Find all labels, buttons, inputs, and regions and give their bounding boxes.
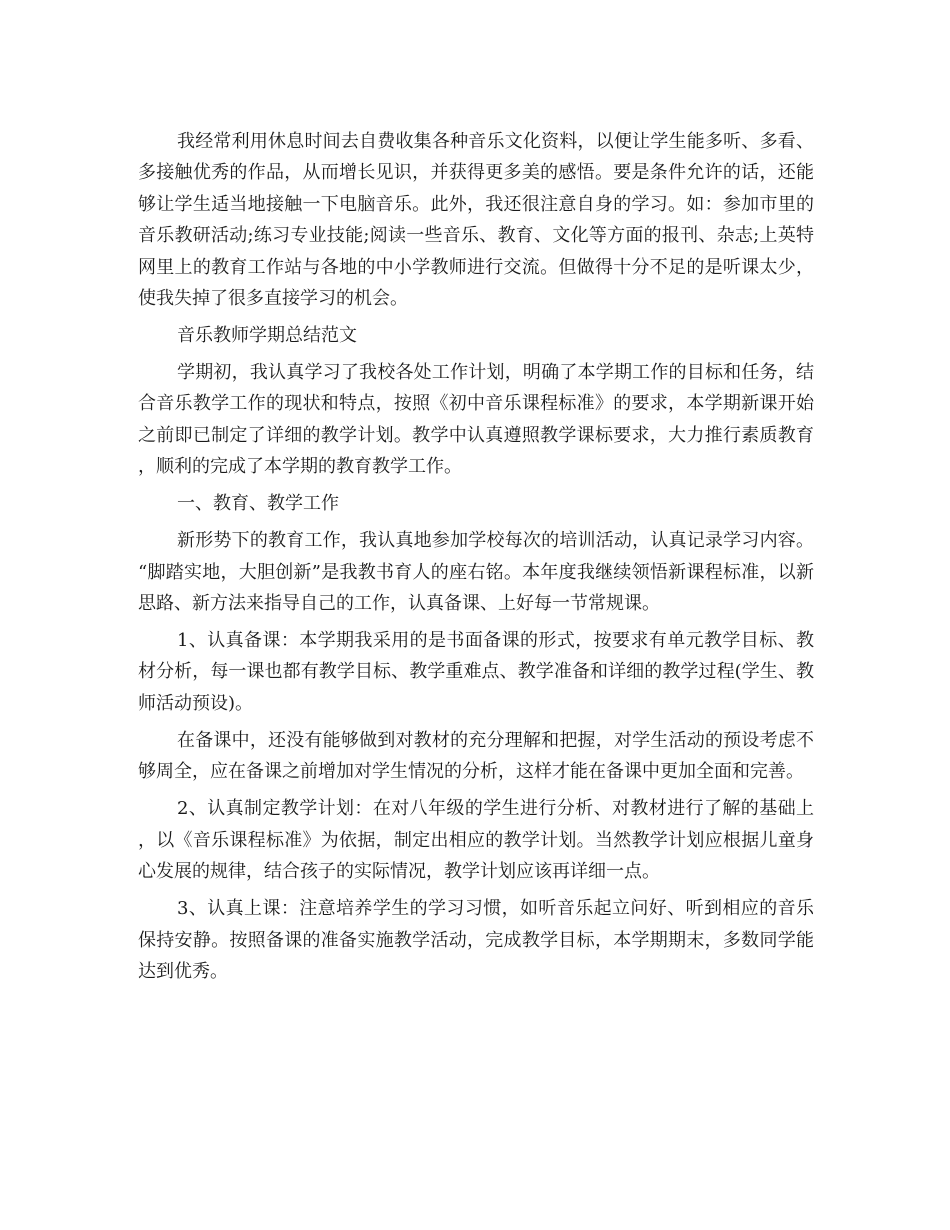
paragraph-new-situation: 新形势下的教育工作，我认真地参加学校每次的培训活动，认真记录学习内容。“脚踏实地，大胆创新”是我教书育人的座右铭。本年度我继续领悟新课程标准，以新思路、新方法来指导自己的工作，认真备课、上好每一节常规课。 xyxy=(138,530,814,615)
paragraph-prep-shortcomings: 在备课中，还没有能够做到对教材的充分理解和把握，对学生活动的预设考虑不够周全，应在备课之前增加对学生情况的分析，这样才能在备课中更加全面和完善。 xyxy=(138,729,814,783)
paragraph-self-study: 我经常利用休息时间去自费收集各种音乐文化资料，以便让学生能多听、多看、多接触优秀的作品，从而增长见识，并获得更多美的感悟。要是条件允许的话，还能够让学生适当地接触一下电脑音乐。此外，我还很注意自身的学习。如：参加市里的音乐教研活动;练习专业技能;阅读一些音乐、教育、文化等方面的报刊、杂志;上英特网里上的教育工作站与各地的中小学教师进行交流。但做得十分不足的是听课太少，使我失掉了很多直接学习的机会。 xyxy=(138,131,814,310)
document-body xyxy=(138,126,814,993)
paragraph-class-teaching: 3、认真上课：注意培养学生的学习习惯，如听音乐起立问好、听到相应的音乐保持安静。按照备课的准备实施教学活动，完成教学目标，本学期期末，多数同学能达到优秀。 xyxy=(138,898,814,982)
paragraph-semester-start: 学期初，我认真学习了我校各处工作计划，明确了本学期工作的目标和任务，结合音乐教学工作的现状和特点，按照《初中音乐课程标准》的要求，本学期新课开始之前即已制定了详细的教学计划。教学中认真遵照教学课标要求，大力推行素质教育，顺利的完成了本学期的教育教学工作。 xyxy=(138,362,814,478)
section-heading-teaching: 一、教育、教学工作 xyxy=(177,493,339,515)
section-title: 音乐教师学期总结范文 xyxy=(177,325,357,347)
paragraph-teaching-plan: 2、认真制定教学计划：在对八年级的学生进行分析、对教材进行了解的基础上，以《音乐课程标准》为依据，制定出相应的教学计划。当然教学计划应根据儿童身心发展的规律，结合孩子的实际情况，教学计划应该再详细一点。 xyxy=(138,798,814,883)
paragraph-lesson-prep: 1、认真备课：本学期我采用的是书面备课的形式，按要求有单元教学目标、教材分析，每一课也都有教学目标、教学重难点、教学准备和详细的教学过程(学生、教师活动预设)。 xyxy=(138,630,814,714)
